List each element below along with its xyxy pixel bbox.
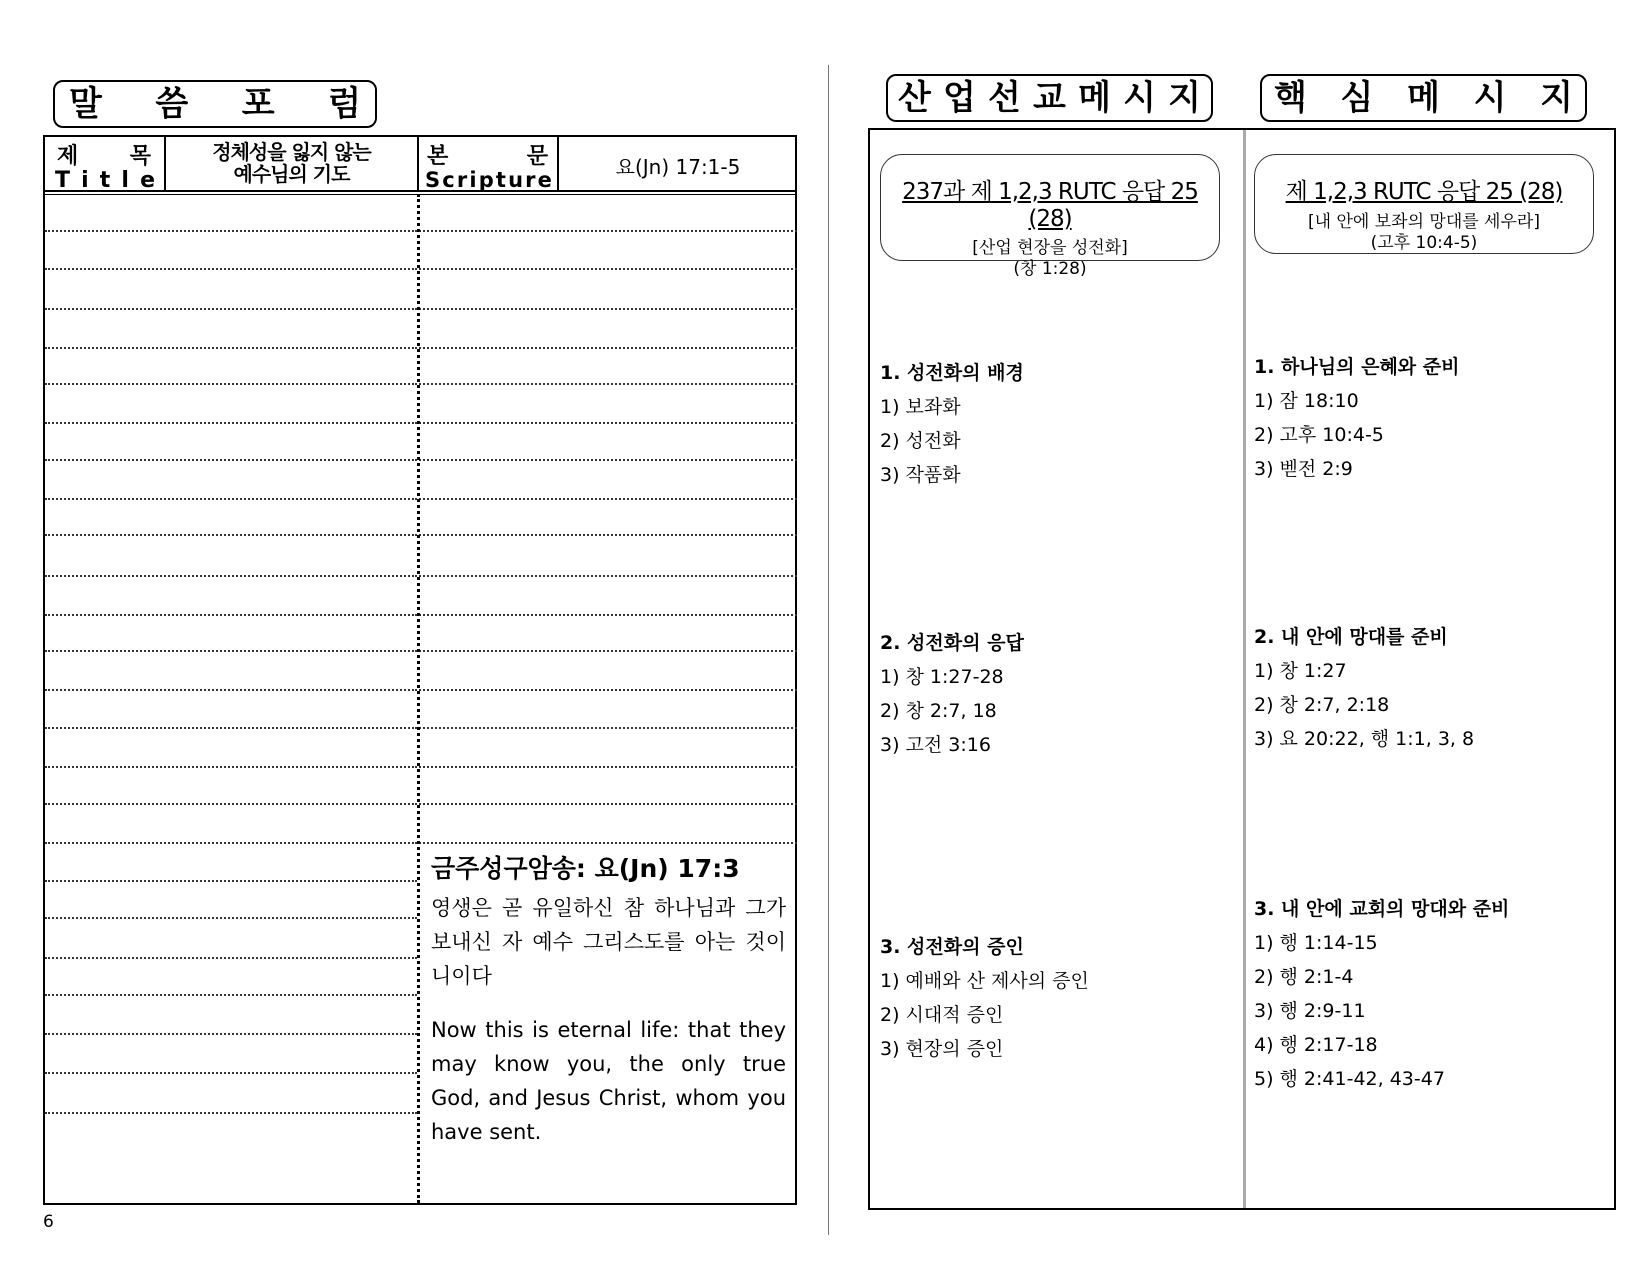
note-line [45,994,417,996]
column-divider [417,194,420,1203]
list-item: 2) 행 2:1-4 [1254,966,1354,988]
note-line [419,422,797,424]
note-line [45,727,417,729]
note-line [45,268,417,270]
note-line [45,842,417,844]
scripture-label: 본 문 S c r i p t u r e [425,144,552,192]
title-char: 시 [1473,78,1507,118]
message-frame [868,128,1616,1210]
note-line [419,534,797,536]
note-line [45,766,417,768]
note-line [419,727,797,729]
note-line [45,383,417,385]
list-item: 4) 행 2:17-18 [1254,1034,1378,1056]
list-item: 5) 행 2:41-42, 43-47 [1254,1068,1445,1090]
list-item: 3) 고전 3:16 [880,734,991,756]
title-char: 업 [943,78,976,118]
note-line [419,575,797,577]
column-divider [1243,130,1246,1208]
title-char: 메 [1078,78,1111,118]
section-heading: 3. 내 안에 교회의 망대와 준비 [1254,898,1510,920]
note-line [419,766,797,768]
list-item: 1) 창 1:27 [1254,660,1347,682]
core-message-heading: 제 1,2,3 RUTC 응답 25 (28) [1285,179,1563,205]
list-item: 1) 예배와 산 제사의 증인 [880,970,1089,992]
section-heading: 1. 성전화의 배경 [880,362,1024,384]
title-char: 시 [1123,78,1156,118]
section-heading: 3. 성전화의 증인 [880,936,1024,958]
note-line [45,803,417,805]
title-char: 심 [1340,78,1374,118]
memory-verse [431,849,786,1149]
title-char: 지 [1168,78,1201,118]
note-line [419,650,797,652]
sermon-notes-table [43,135,797,1205]
note-line [45,230,417,232]
title-char: 교 [1033,78,1066,118]
note-line [419,308,797,310]
note-line [419,614,797,616]
title-char: 선 [988,78,1021,118]
note-line [45,614,417,616]
note-line [419,842,797,844]
title-char: 핵 [1274,78,1307,118]
note-line [419,268,797,270]
list-item: 2) 창 2:7, 18 [880,700,997,722]
section-heading: 2. 내 안에 망대를 준비 [1254,626,1448,648]
title-char: 지 [1540,78,1573,118]
note-line [45,917,417,919]
title-char: 포 [241,84,275,124]
industrial-message-box [880,154,1220,279]
sermon-title: 정체성을 잃지 않는 예수님의 기도 [212,140,371,186]
title-char: 메 [1407,78,1440,118]
note-line [45,1033,417,1035]
list-item: 1) 창 1:27-28 [880,666,1004,688]
note-line [45,347,417,349]
note-line [45,880,417,882]
note-line [45,575,417,577]
note-line [419,459,797,461]
memory-verse-english: Now this is eternal life: that they may know you, the only true God, and Jesus Christ, whom you have sent. [431,1018,786,1144]
note-line [45,308,417,310]
list-item: 3) 현장의 증인 [880,1038,1004,1060]
list-item: 2) 고후 10:4-5 [1254,424,1384,446]
note-line [45,534,417,536]
page-number: 6 [43,1212,54,1232]
title-char: 산 [898,78,931,118]
core-message-title [1260,74,1587,122]
note-line [45,459,417,461]
note-line [45,1072,417,1074]
industrial-message-theme: [산업 현장을 성전화] [972,238,1128,258]
title-label: 제 목 T i t l e [55,144,155,193]
note-line [45,689,417,691]
note-line [419,383,797,385]
list-item: 3) 벧전 2:9 [1254,458,1353,480]
memory-verse-korean: 영생은 곧 유일하신 참 하나님과 그가 보내신 자 예수 그리스도를 아는 것이니이다 [431,896,786,988]
core-message-box [1254,154,1594,254]
list-item: 2) 시대적 증인 [880,1004,1004,1026]
core-message-verse: (고후 10:4-5) [1370,233,1478,253]
title-char: 말 [69,84,102,124]
word-forum-title [53,80,377,128]
page-divider [828,65,829,1235]
list-item: 3) 요 20:22, 행 1:1, 3, 8 [1254,728,1475,750]
list-item: 3) 작품화 [880,464,961,486]
note-line [419,498,797,500]
industrial-message-verse: (창 1:28) [1013,259,1087,279]
note-line [45,498,417,500]
note-line [419,230,797,232]
note-line [45,1112,417,1114]
note-line [419,803,797,805]
industrial-mission-title [886,74,1213,122]
note-line [45,957,417,959]
title-char: 씀 [155,84,189,124]
title-char: 럼 [328,84,361,124]
memory-verse-title: 금주성구암송: 요(Jn) 17:3 [431,854,740,883]
core-message-theme: [내 안에 보좌의 망대를 세우라] [1308,212,1540,232]
note-line [419,347,797,349]
industrial-message-heading: 237과 제 1,2,3 RUTC 응답 25 (28) [902,179,1198,232]
section-heading: 1. 하나님의 은혜와 준비 [1254,356,1460,378]
note-line [45,650,417,652]
list-item: 3) 행 2:9-11 [1254,1000,1366,1022]
list-item: 1) 보좌화 [880,396,961,418]
note-line [419,689,797,691]
section-heading: 2. 성전화의 응답 [880,632,1024,654]
list-item: 1) 행 1:14-15 [1254,932,1378,954]
note-line [45,422,417,424]
list-item: 1) 잠 18:10 [1254,390,1359,412]
list-item: 2) 성전화 [880,430,961,452]
list-item: 2) 창 2:7, 2:18 [1254,694,1390,716]
scripture-reference: 요(Jn) 17:1-5 [615,155,741,179]
